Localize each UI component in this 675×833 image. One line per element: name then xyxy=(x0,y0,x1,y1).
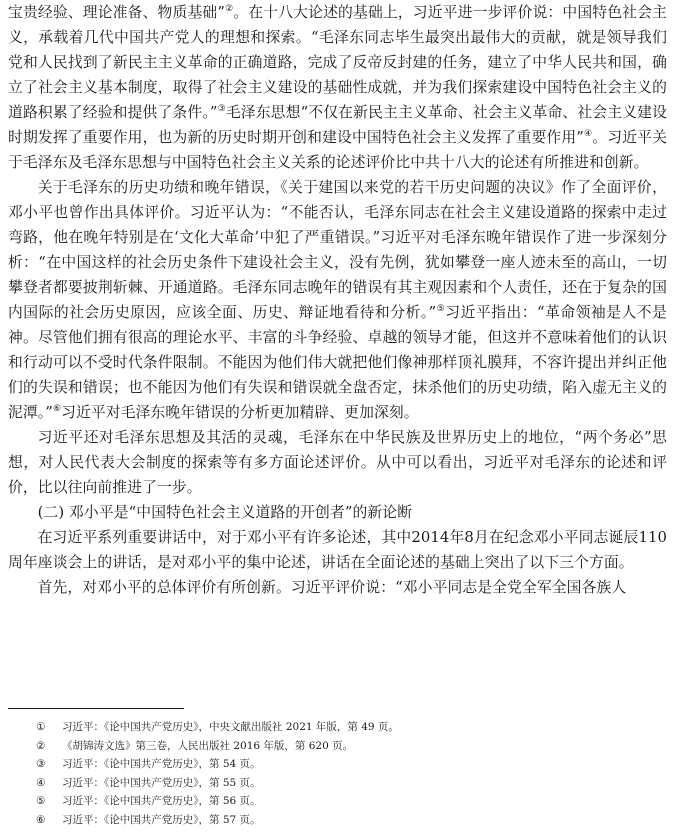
footnote-divider xyxy=(8,708,184,709)
footnote-item xyxy=(36,755,656,774)
footnote-item xyxy=(36,792,656,811)
section-heading: (二) 邓小平是“中国特色社会主义道路的开创者”的新论断 xyxy=(37,504,413,521)
footnote-number: ③ xyxy=(36,758,46,771)
footnote-number: ① xyxy=(36,721,46,733)
footnote-item xyxy=(36,774,656,793)
footnote-item xyxy=(36,737,656,756)
paragraph-4: 在习近平系列重要讲话中，对于邓小平有许多论述，其中2014年8月在纪念邓小平同志诞辰110周年座谈会上的讲话，是对邓小平的集中论述，讲话在全面论述的基础上突出了以下三个方面。 xyxy=(8,529,667,571)
paragraph-2 xyxy=(8,175,667,425)
footnote-text: 习近平：《论中国共产党历史》，第 56 页。 xyxy=(62,795,261,808)
footnote-ref[interactable]: ③ xyxy=(217,104,226,115)
text-segment: 。在十八大论述的基础上，习近平进一步评价说：中国特色社会主义，承载着几代中国共产党人的理想和探索。“毛泽东同志毕生最突出最伟大的贡献，就是领导我们党和人民找到了新民主主义革命的正确道路，完成了反帝反封建的任务，建立了中华人民共和国，确立了社会主义基本制度，取得了社会主义建设的基础性成就，并为我们探索建设中国特色社会主义的道路积累了经验和提供了条件。” xyxy=(8,4,667,121)
footnote-ref[interactable]: ④ xyxy=(583,129,593,140)
footnote-ref[interactable]: ② xyxy=(225,4,234,15)
text-segment: 宝贵经验、理论准备、物质基础” xyxy=(8,4,226,21)
footnote-number: ④ xyxy=(36,776,46,789)
footnote-text: 习近平：《论中国共产党历史》，第 54 页。 xyxy=(62,758,261,771)
footnote-number: ⑤ xyxy=(36,795,46,808)
footnote-text: 习近平：《论中国共产党历史》，中央文献出版社 2021 年版，第 49 页。 xyxy=(62,721,399,733)
paragraph-3: 习近平还对毛泽东思想及其活的灵魂，毛泽东在中华民族及世界历史上的地位，“两个务必”思想，对人民代表大会制度的探索等有多方面论述评价。从中可以看出，习近平对毛泽东的论述和评价，比以往向前推进了一步。 xyxy=(8,429,667,496)
footnote-text: 习近平：《论中国共产党历史》，第 55 页。 xyxy=(62,776,261,789)
footnote-number: ② xyxy=(36,739,46,752)
footnote-text: 《胡锦涛文选》第三卷，人民出版社 2016 年版，第 620 页。 xyxy=(62,739,354,752)
footnote-ref[interactable]: ⑥ xyxy=(52,404,62,415)
footnotes xyxy=(36,718,656,830)
text-segment: 。习近平关于毛泽东及毛泽东思想与中国特色社会主义关系的论述评价比中共十八大的论述有所推进和创新。 xyxy=(8,129,668,171)
footnote-text: 习近平：《论中国共产党历史》，第 57 页。 xyxy=(62,813,261,826)
text-segment: 习近平指出：“革命领袖是人不是神。尽管他们拥有很高的理论水平、丰富的斗争经验、卓越的领导才能，但这并不意味着他们的认识和行动可以不受时代条件限制。不能因为他们伟大就把他们像神那样顶礼膜拜，不容许提出并纠正他们的失误和错误；也不能因为他们有失误和错误就全盘否定，抹杀他们的历史功绩，陷入虚无主义的泥潭。” xyxy=(8,304,667,421)
text-segment: 毛泽东思想“不仅在新民主主义革命、社会主义革命、社会主义建设时期发挥了重要作用，也为新的历史时期开创和建设中国特色社会主义发挥了重要作用” xyxy=(8,104,667,146)
paragraph-5: 首先，对邓小平的总体评价有所创新。习近平评价说：“邓小平同志是全党全军全国各族人 xyxy=(37,579,627,596)
footnote-ref[interactable]: ⑤ xyxy=(436,304,446,315)
footnote-item xyxy=(36,811,656,830)
text-segment: 习近平对毛泽东晚年错误的分析更加精辟、更加深刻。 xyxy=(61,404,419,421)
body-text xyxy=(8,0,667,600)
text-segment: 关于毛泽东的历史功绩和晚年错误，《关于建国以来党的若干历史问题的决议》作了全面评价，邓小平也曾作出具体评价。习近平认为：“不能否认，毛泽东同志在社会主义建设道路的探索中走过弯路，他在晚年特别是在‘文化大革命’中犯了严重错误。”习近平对毛泽东晚年错误作了进一步深刻分析：“在中国这样的社会历史条件下建设社会主义，没有先例，犹如攀登一座人迹未至的高山，一切攀登者都要披荆斩棘、开通道路。毛泽东同志晚年的错误有其主观因素和个人责任，还在于复杂的国内国际的社会历史原因，应该全面、历史、辩证地看待和分析。” xyxy=(8,179,667,321)
footnote-item xyxy=(36,718,656,737)
footnote-number: ⑥ xyxy=(36,813,46,826)
paragraph-1 xyxy=(8,0,667,175)
